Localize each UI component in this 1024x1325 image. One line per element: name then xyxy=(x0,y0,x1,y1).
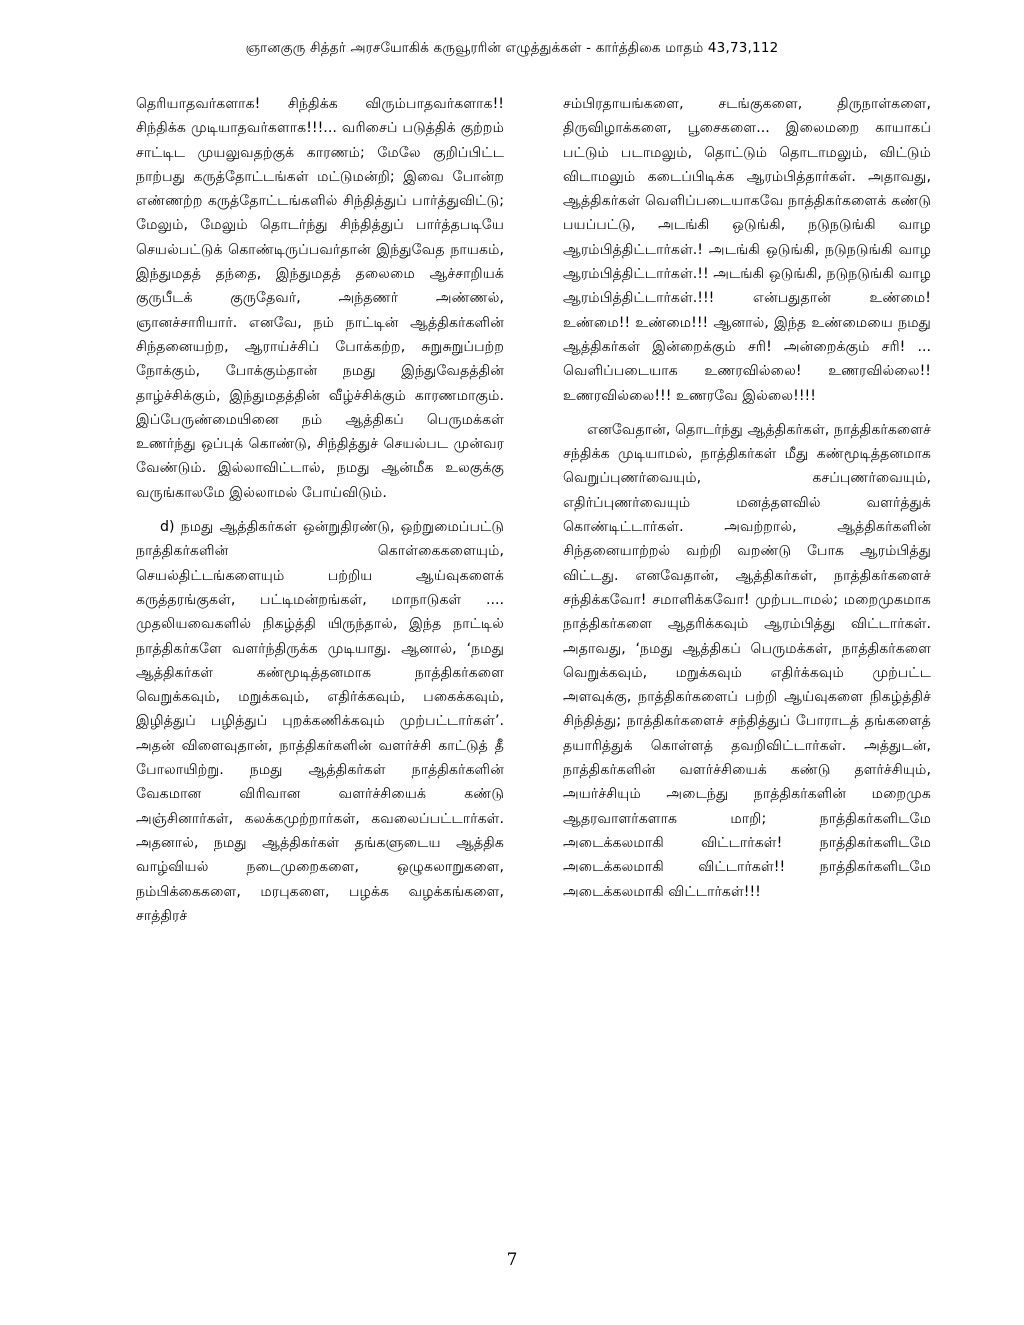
left-paragraph-1: தெரியாதவர்களாக! சிந்திக்க விரும்பாதவர்களாக!! சிந்திக்க முடியாதவர்களாக!!!... வரிசைப் படுத்திக் குற்றம் சாட்டிட முயலுவதற்குக் காரணம்; மேலே குறிப்பிட்ட நாற்பது கருத்தோட்டங்கள் மட்டுமன்றி; இவை போன்ற எண்ணற்ற கருத்தோட்டங்களில் சிந்தித்துப் பார்த்துவிட்டு; மேலும், மேலும் தொடர்ந்து சிந்தித்துப் பார்த்தபடியே செயல்பட்டுக் கொண்டிருப்பவர்தான் இந்துவேத நாயகம், இந்துமதத் தந்தை, இந்துமதத் தலைமை ஆச்சாறியக் குருபீடக் குருதேவர், அந்தணர் அண்ணல், ஞானச்சாரியார். எனவே, நம் நாட்டின் ஆத்திகர்களின் சிந்தனையற்ற, ஆராய்ச்சிப் போக்கற்ற, சுறுசுறுப்பற்ற நோக்கும், போக்கும்தான் நமது இந்துவேதத்தின் தாழ்ச்சிக்கும், இந்துமதத்தின் வீழ்ச்சிக்கும் காரணமாகும். இப்பேருண்மையினை நம் ஆத்திகப் பெருமக்கள் உணர்ந்து ஒப்புக் கொண்டு, சிந்தித்துச் செயல்பட முன்வர வேண்டும். இல்லாவிட்டால், நமது ஆன்மீக உலகுக்கு வருங்காலமே இல்லாமல் போய்விடும். xyxy=(136,96,504,501)
right-paragraph-2: எனவேதான், தொடர்ந்து ஆத்திகர்கள், நாத்திகர்களைச் சந்திக்க முடியாமல், நாத்திகர்கள் மீது கண்மூடித்தனமாக வெறுப்புணர்வையும், கசப்புணர்வையும், எதிர்ப்புணர்வையும் மனத்தளவில் வளர்த்துக் கொண்டிட்டார்கள். அவற்றால், ஆத்திகர்களின் சிந்தனையாற்றல் வற்றி வறண்டு போக ஆரம்பித்து விட்டது. எனவேதான், ஆத்திகர்கள், நாத்திகர்களைச் சந்திக்கவோ! சமாளிக்கவோ! முற்படாமல்; மறைமுகமாக நாத்திகர்களை ஆதரிக்கவும் ஆரம்பித்து விட்டார்கள். அதாவது, ‘நமது ஆத்திகப் பெருமக்கள், நாத்திகர்களை வெறுக்கவும், மறுக்கவும் எதிர்க்கவும் முற்பட்ட அளவுக்கு, நாத்திகர்களைப் பற்றி ஆய்வுகளை நிகழ்த்திச் சிந்தித்து; நாத்திகர்களைச் சந்தித்துப் போராடத் தங்களைத் தயாரித்துக் கொள்ளத் தவறிவிட்டார்கள். அத்துடன், நாத்திகர்களின் வளர்ச்சியைக் கண்டு தளர்ச்சியும், அயர்ச்சியும் அடைந்து நாத்திகர்களின் மறைமுக ஆதரவாளர்களாக மாறி; நாத்திகர்களிடமே அடைக்கலமாகி விட்டார்கள்! நாத்திகர்களிடமே அடைக்கலமாகி விட்டார்கள்!! நாத்திகர்களிடமே அடைக்கலமாகி விட்டார்கள்!!! xyxy=(563,421,931,900)
right-paragraph-1: சம்பிரதாயங்களை, சடங்குகளை, திருநாள்களை, திருவிழாக்களை, பூசைகளை... இலைமறை காயாகப் பட்டும் படாமலும், தொட்டும் தொடாமலும், விட்டும் விடாமலும் கடைப்பிடிக்க ஆரம்பித்தார்கள். அதாவது, ஆத்திகர்கள் வெளிப்படையாகவே நாத்திகர்களைக் கண்டு பயப்பட்டு, அடங்கி ஒடுங்கி, நடுநடுங்கி வாழ ஆரம்பித்திட்டார்கள்.! அடங்கி ஒடுங்கி, நடுநடுங்கி வாழ ஆரம்பித்திட்டார்கள்.!! அடங்கி ஒடுங்கி, நடுநடுங்கி வாழ ஆரம்பித்திட்டார்கள்.!!! என்பதுதான் உண்மை! உண்மை!! உண்மை!!! ஆனால், இந்த உண்மையை நமது ஆத்திகர்கள் இன்றைக்கும் சரி! அன்றைக்கும் சரி! ... வெளிப்படையாக உணரவில்லை! உணரவில்லை!! உணரவில்லை!!! உணரவே இல்லை!!!! xyxy=(563,96,931,404)
left-paragraph-2: d) நமது ஆத்திகர்கள் ஒன்றுதிரண்டு, ஒற்றுமைப்பட்டு நாத்திகர்களின் கொள்கைகளையும், செயல்திட்டங்களையும் பற்றிய ஆய்வுகளைக் கருத்தரங்குகள், பட்டிமன்றங்கள், மாநாடுகள் .... முதலியவைகளில் நிகழ்த்தி யிருந்தால், இந்த நாட்டில் நாத்திகர்களே வளர்ந்திருக்க முடியாது. ஆனால், ‘நமது ஆத்திகர்கள் கண்மூடித்தனமாக நாத்திகர்களை வெறுக்கவும், மறுக்கவும், எதிர்க்கவும், பகைக்கவும், இழித்துப் பழித்துப் புறக்கணிக்கவும் முற்பட்டார்கள்’. அதன் விளைவுதான், நாத்திகர்களின் வளர்ச்சி காட்டுத் தீ போலாயிற்று. நமது ஆத்திகர்கள் நாத்திகர்களின் வேகமான விரிவான வளர்ச்சியைக் கண்டு அஞ்சினார்கள், கலக்கமுற்றார்கள், கவலைப்பட்டார்கள். அதனால், நமது ஆத்திகர்கள் தங்களுடைய ஆத்திக வாழ்வியல் நடைமுறைகளை, ஒழுகலாறுகளை, நம்பிக்கைகளை, மரபுகளை, பழக்க வழக்கங்களை, சாத்திரச் xyxy=(136,519,504,924)
left-column xyxy=(136,92,504,928)
right-column xyxy=(563,92,931,904)
page-number: 7 xyxy=(506,1250,518,1270)
running-header: ஞானகுரு சித்தர் அரசயோகிக் கருவூரரின் எழுத்துக்கள் - கார்த்திகை மாதம் 43,73,112 xyxy=(245,40,779,56)
